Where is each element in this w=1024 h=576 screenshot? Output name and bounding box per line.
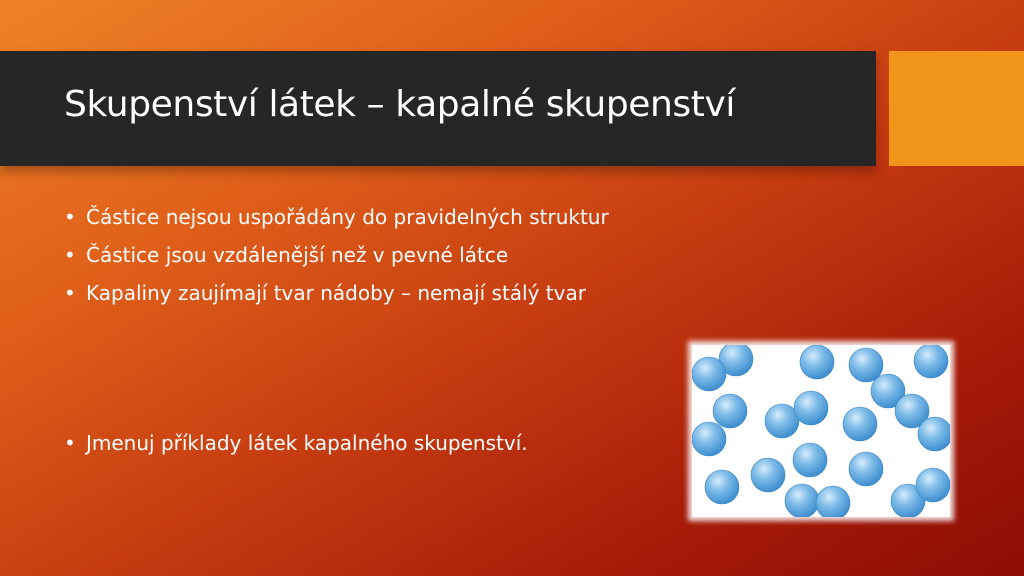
bullet-item xyxy=(64,236,609,274)
bullet-text: Kapaliny zaujímají tvar nádoby – nemají stálý tvar xyxy=(86,281,586,305)
particle xyxy=(843,407,877,441)
question-text: Jmenuj příklady látek kapalného skupenství. xyxy=(86,431,528,455)
bullet-icon: • xyxy=(64,243,76,267)
bullet-text: Částice jsou vzdálenější než v pevné látce xyxy=(86,243,509,267)
bullet-icon: • xyxy=(64,281,76,305)
accent-box xyxy=(889,51,1024,166)
particle xyxy=(794,391,828,425)
particle xyxy=(849,452,883,486)
particle xyxy=(692,422,726,456)
slide-title: Skupenství látek – kapalné skupenství xyxy=(64,84,736,125)
particle xyxy=(914,345,948,378)
particle xyxy=(751,458,785,492)
bullet-list xyxy=(64,198,609,312)
bullet-text: Částice nejsou uspořádány do pravidelných struktur xyxy=(86,205,609,229)
bullet-icon: • xyxy=(64,205,76,229)
liquid-particles-image xyxy=(692,345,950,517)
particle xyxy=(785,484,819,517)
bullet-item xyxy=(64,198,609,236)
particle xyxy=(705,470,739,504)
particle xyxy=(816,486,850,517)
particle xyxy=(800,345,834,379)
particle xyxy=(793,443,827,477)
bullet-item xyxy=(64,274,609,312)
bullet-icon: • xyxy=(64,431,76,455)
particles-svg xyxy=(692,345,950,517)
particle xyxy=(916,468,950,502)
particle xyxy=(713,394,747,428)
question-item xyxy=(64,424,528,462)
particle xyxy=(692,357,726,391)
particle xyxy=(918,417,950,451)
particle xyxy=(849,348,883,382)
